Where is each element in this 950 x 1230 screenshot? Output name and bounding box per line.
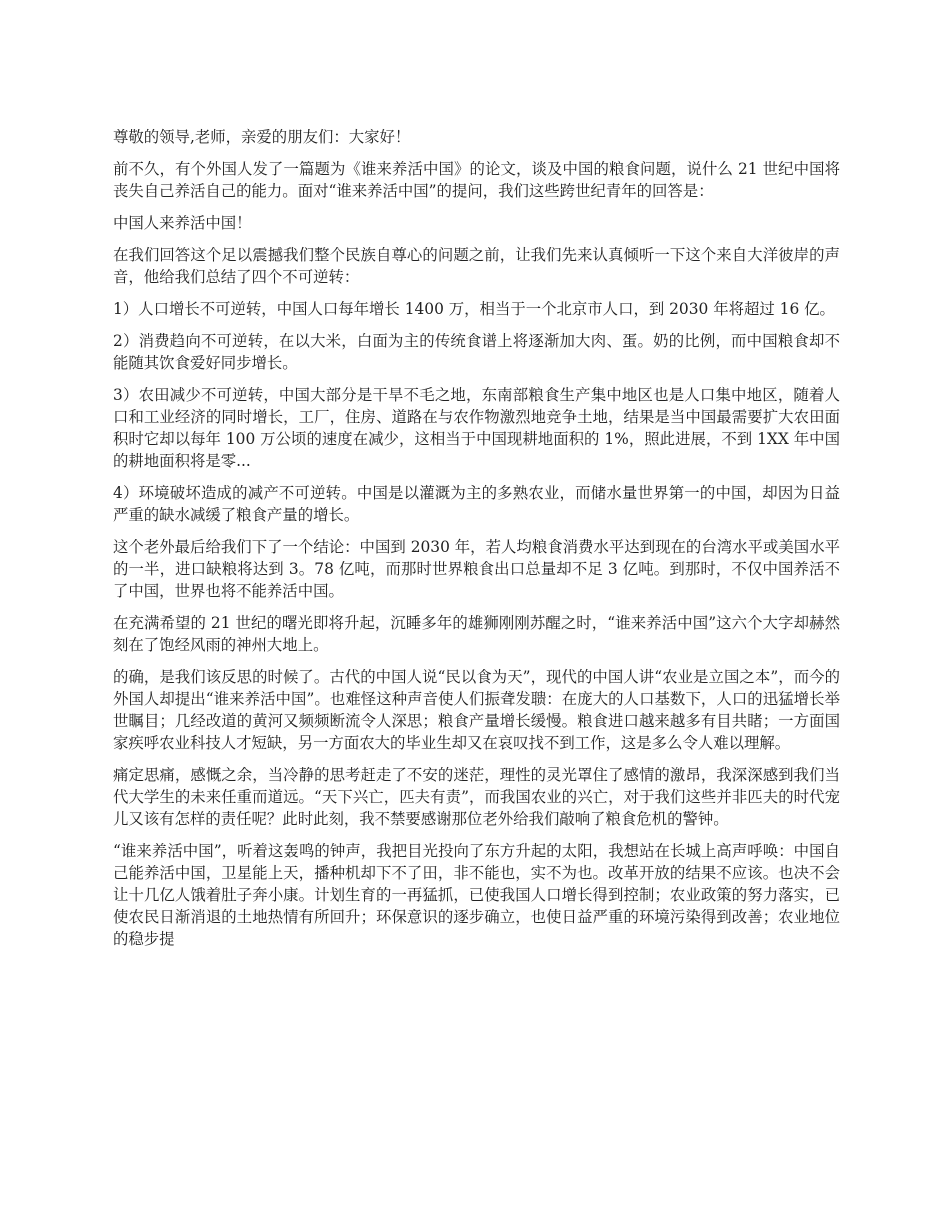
list-item-paragraph: 4）环境破坏造成的减产不可逆转。中国是以灌溉为主的多熟农业，而储水量世界第一的中国，却因为日益严重的缺水减缓了粮食产量的增长。 bbox=[113, 484, 840, 524]
body-paragraph: 的确，是我们该反思的时候了。古代的中国人说“民以食为天”，现代的中国人讲“农业是立国之本”，而今的外国人却提出“谁来养活中国”。也难怪这种声音使人们振聋发聩：在庞大的人口基数下，人口的迅猛增长举世瞩目；几经改道的黄河又频频断流令人深思；粮食产量增长缓慢。粮食进口越来越多有目共睹；一方面国家疾呼农业科技人才短缺，另一方面农大的毕业生却又在哀叹找不到工作，这是多么令人难以理解。 bbox=[113, 668, 840, 752]
body-paragraph: 这个老外最后给我们下了一个结论：中国到 2030 年，若人均粮食消费水平达到现在的台湾水平或美国水平的一半，进口缺粮将达到 3。78 亿吨，而那时世界粮食出口总量却不足 3 亿吨。到那时，不仅中国养活不了中国，世界也将不能养活中国。 bbox=[113, 538, 840, 600]
body-paragraph: 前不久，有个外国人发了一篇题为《谁来养活中国》的论文，谈及中国的粮食问题，说什么 21 世纪中国将丧失自己养活自己的能力。面对“谁来养活中国”的提问，我们这些跨世纪青年的回答是： bbox=[113, 160, 840, 200]
list-item-paragraph: 3）农田减少不可逆转，中国大部分是干旱不毛之地，东南部粮食生产集中地区也是人口集中地区，随着人口和工业经济的同时增长，工厂，住房、道路在与农作物激烈地竞争土地，结果是当中国最需要扩大农田面积时它却以每年 100 万公顷的速度在减少，这相当于中国现耕地面积的 1%，照此进展，不到 1XX 年中国的耕地面积将是零... bbox=[113, 386, 840, 470]
body-paragraph: 中国人来养活中国！ bbox=[113, 214, 252, 232]
list-item-paragraph: 2）消费趋向不可逆转，在以大米，白面为主的传统食谱上将逐渐加大肉、蛋。奶的比例，而中国粮食却不能随其饮食爱好同步增长。 bbox=[113, 332, 840, 372]
list-item-paragraph: 1）人口增长不可逆转，中国人口每年增长 1400 万，相当于一个北京市人口，到 2030 年将超过 16 亿。 bbox=[113, 300, 835, 318]
document-body bbox=[113, 126, 840, 960]
body-paragraph: 痛定思痛，感慨之余，当冷静的思考赶走了不安的迷茫，理性的灵光罩住了感情的激昂，我深深感到我们当代大学生的未来任重而道远。“天下兴亡，匹夫有责”，而我国农业的兴亡，对于我们这些并非匹夫的时代宠儿又该有怎样的责任呢？此时此刻，我不禁要感谢那位老外给我们敲响了粮食危机的警钟。 bbox=[113, 766, 840, 828]
greeting-paragraph: 尊敬的领导,老师，亲爱的朋友们：大家好！ bbox=[113, 128, 411, 146]
body-paragraph: 在充满希望的 21 世纪的曙光即将升起，沉睡多年的雄狮刚刚苏醒之时，“谁来养活中国”这六个大字却赫然刻在了饱经风雨的神州大地上。 bbox=[113, 614, 840, 654]
body-paragraph: “谁来养活中国”，听着这轰鸣的钟声，我把目光投向了东方升起的太阳，我想站在长城上高声呼唤：中国自己能养活中国，卫星能上天，播种机却下不了田，非不能也，实不为也。改革开放的结果不应该。也决不会让十几亿人饿着肚子奔小康。计划生育的一再猛抓，已使我国人口增长得到控制；农业政策的努力落实，已使农民日渐消退的土地热情有所回升；环保意识的逐步确立，也使日益严重的环境污染得到改善；农业地位的稳步提 bbox=[113, 842, 840, 948]
body-paragraph: 在我们回答这个足以震撼我们整个民族自尊心的问题之前，让我们先来认真倾听一下这个来自大洋彼岸的声音，他给我们总结了四个不可逆转： bbox=[113, 246, 840, 286]
